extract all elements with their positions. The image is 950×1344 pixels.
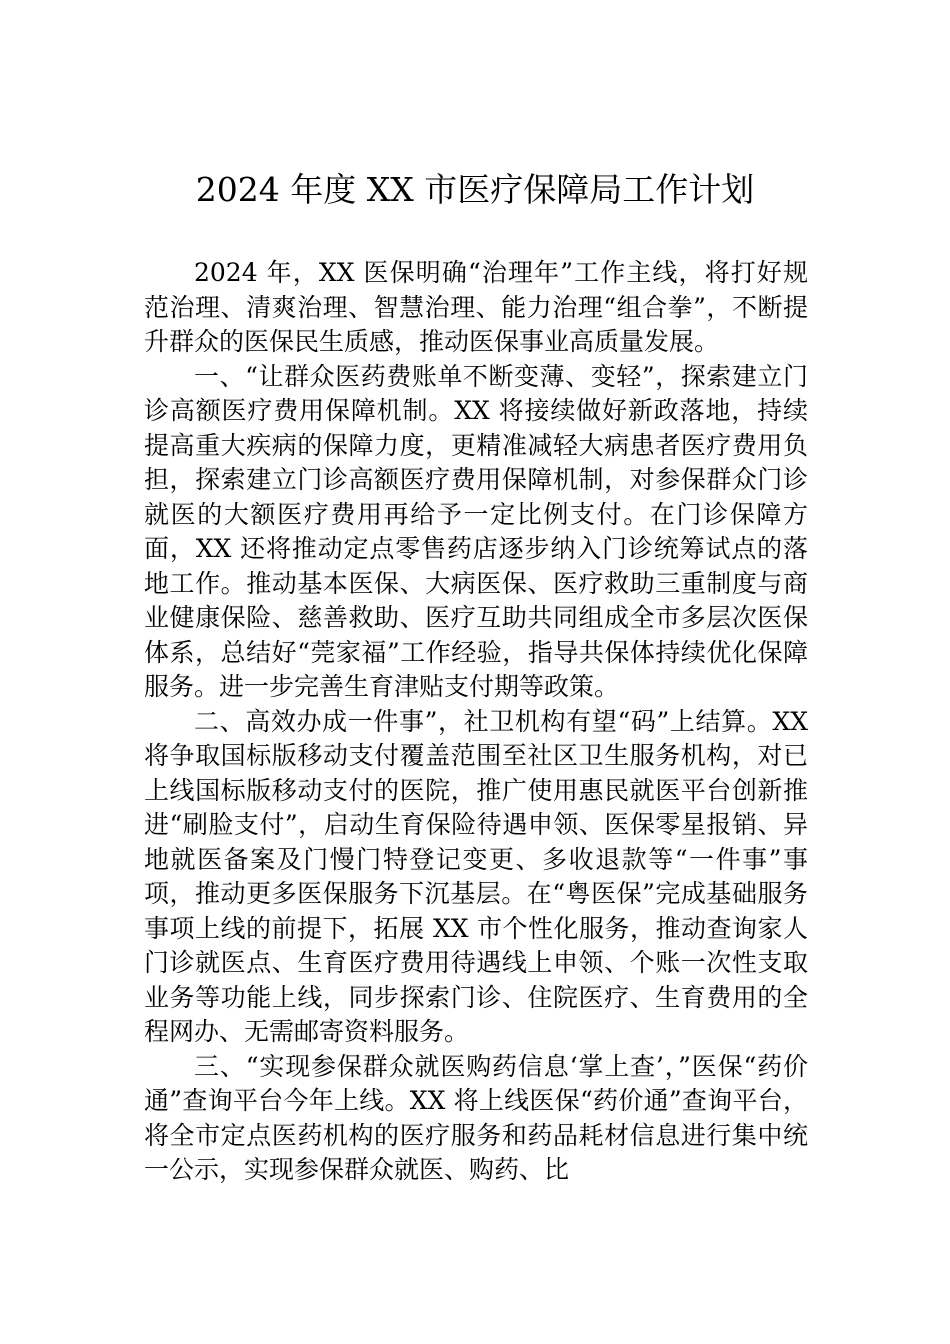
paragraph-intro: 2024 年，XX 医保明确“治理年”工作主线，将打好规范治理、清爽治理、智慧治理、能力治理“组合拳”，不断提升群众的医保民生质感，推动医保事业高质量发展。 [144,258,808,356]
paragraph-section-3: 三、“实现参保群众就医购药信息‘掌上查’，”医保“药价通”查询平台今年上线。XX 将上线医保“药价通”查询平台，将全市定点医药机构的医疗服务和药品耗材信息进行集中统一公示，实现参保群众就医、购药、比 [144,1051,808,1184]
document-body [144,256,808,1188]
paragraph-section-2: 二、高效办成一件事”，社卫机构有望“码”上结算。XX 将争取国标版移动支付覆盖范围至社区卫生服务机构，对已上线国标版移动支付的医院，推广使用惠民就医平台创新推进“刷脸支付”，启动生育保险待遇申领、医保零星报销、异地就医备案及门慢门特登记变更、多收退款等“一件事”事项，推动更多医保服务下沉基层。在“粤医保”完成基础服务事项上线的前提下，拓展 XX 市个性化服务，推动查询家人门诊就医点、生育医疗费用待遇线上申领、个账一次性支取业务等功能上线，同步探索门诊、住院医疗、生育费用的全程网办、无需邮寄资料服务。 [144,706,808,1046]
document-title: 2024 年度 XX 市医疗保障局工作计划 [195,170,755,209]
paragraph-section-1: 一、“让群众医药费账单不断变薄、变轻”，探索建立门诊高额医疗费用保障机制。XX 将接续做好新政落地，持续提高重大疾病的保障力度，更精准减轻大病患者医疗费用负担，探索建立门诊高额医疗费用保障机制，对参保群众门诊就医的大额医疗费用再给予一定比例支付。在门诊保障方面，XX 还将推动定点零售药店逐步纳入门诊统筹试点的落地工作。推动基本医保、大病医保、医疗救助三重制度与商业健康保险、慈善救助、医疗互助共同组成全市多层次医保体系，总结好“莞家福”工作经验，指导共保体持续优化保障服务。进一步完善生育津贴支付期等政策。 [144,361,808,701]
